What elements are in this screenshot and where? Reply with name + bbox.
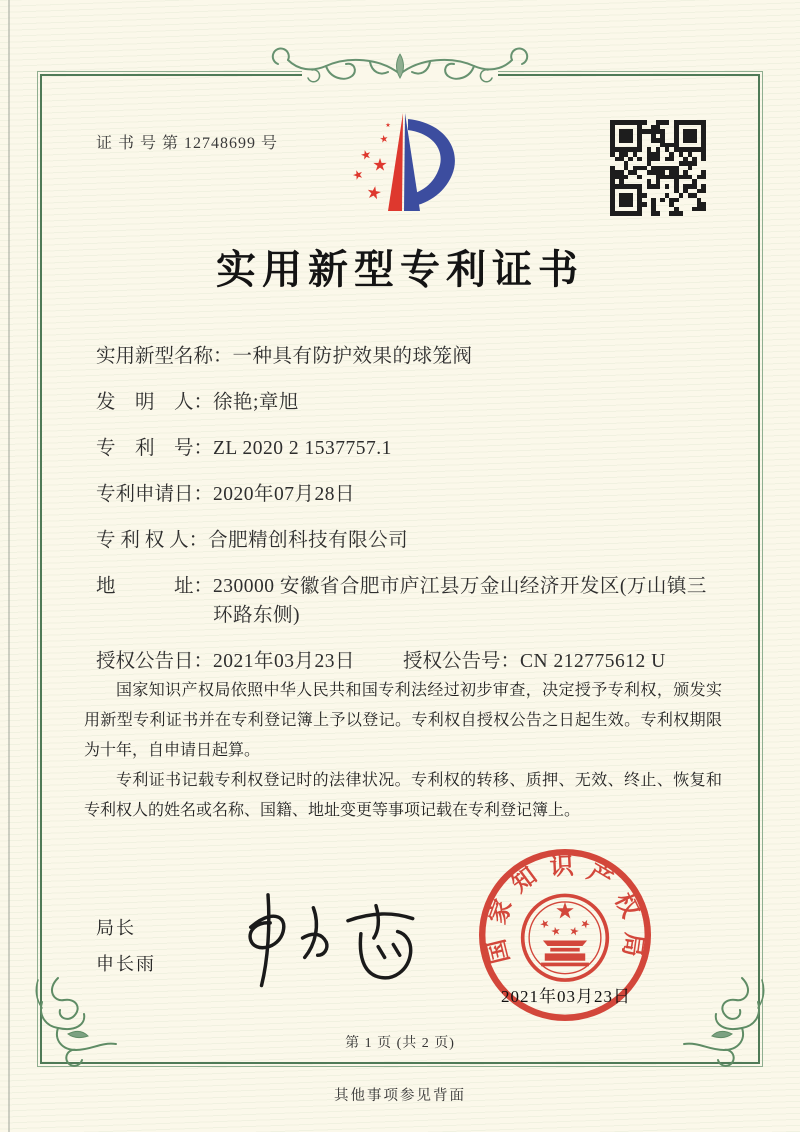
field-row-inventor (96, 388, 714, 417)
certificate-title: 实用新型专利证书 (216, 247, 584, 292)
field-value: 一种具有防护效果的球笼阀 (232, 346, 473, 367)
field-value: 合肥精创科技有限公司 (208, 530, 409, 551)
field-row-address (96, 572, 714, 630)
back-note: 其他事项参见背面 (334, 1088, 466, 1104)
field-row-patentee (96, 526, 714, 555)
field-list (96, 342, 714, 693)
legal-paragraph-1: 国家知识产权局依照中华人民共和国专利法经过初步审查，决定授予专利权，颁发实用新型专利证书并在专利登记簿上予以登记。专利权自授权公告之日起生效。专利权期限为十年，自申请日起算。 (84, 682, 722, 759)
bottom-left-flourish-ornament (28, 972, 128, 1072)
bottom-right-flourish-ornament (672, 972, 772, 1072)
handwritten-signature (212, 884, 432, 992)
cnipa-logo-icon (330, 106, 480, 228)
field-value: 230000 安徽省合肥市庐江县万金山经济开发区(万山镇三环路东侧) (213, 576, 707, 626)
field-row-utility-model-name (96, 342, 714, 371)
top-flourish-ornament (250, 42, 550, 106)
field-label: 授权公告号： (403, 651, 521, 672)
field-value: ZL 2020 2 1537757.1 (213, 438, 392, 459)
field-value: CN 212775612 U (520, 651, 666, 672)
field-label: 地 址： (96, 576, 214, 597)
field-label: 发 明 人： (96, 392, 214, 413)
qr-code (610, 120, 706, 216)
field-value: 2020年07月28日 (213, 484, 356, 505)
field-label: 专利申请日： (96, 484, 214, 505)
seal-text: 国家知识产权局 (483, 853, 647, 966)
field-label: 专 利 权 人： (96, 530, 209, 551)
commissioner-name: 申长雨 (96, 954, 156, 974)
field-label: 授权公告日： (96, 651, 214, 672)
field-row-grant-date (96, 647, 714, 676)
legal-body-text (84, 676, 722, 826)
certificate-number: 证 书 号 第 12748699 号 (96, 135, 279, 152)
field-value: 徐艳;章旭 (213, 392, 299, 413)
commissioner-title: 局长 (96, 918, 136, 938)
legal-paragraph-2: 专利证书记载专利权登记时的法律状况。专利权的转移、质押、无效、终止、恢复和专利权人的姓名或名称、国籍、地址变更等事项记载在专利登记簿上。 (84, 772, 722, 819)
field-row-patent-number (96, 434, 714, 463)
field-value: 2021年03月23日 (213, 651, 356, 672)
seal-date: 2021年03月23日 (501, 987, 631, 1006)
field-label: 专 利 号： (96, 438, 214, 459)
national-emblem-icon (523, 895, 608, 980)
field-row-filing-date (96, 480, 714, 509)
page-indicator: 第 1 页 (共 2 页) (345, 1036, 455, 1051)
field-label: 实用新型名称： (96, 346, 233, 367)
field-pair-gazette-number (403, 647, 666, 676)
